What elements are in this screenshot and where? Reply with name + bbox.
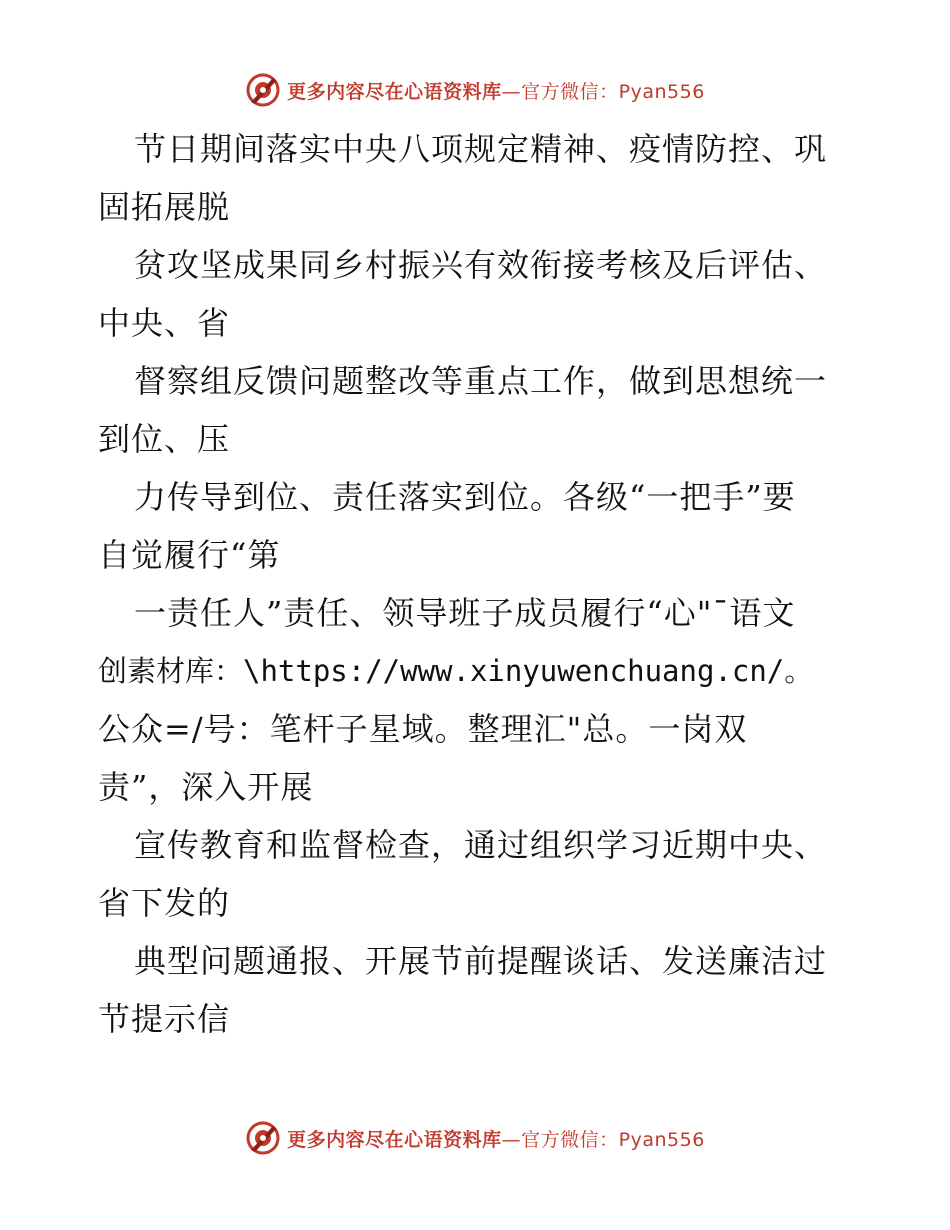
text-line: 公众=/号：笔杆子星域。整理汇"总。一岗双	[98, 710, 748, 748]
document-body	[98, 120, 856, 1048]
text-line-url: 创素材库：\https://www.xinyuwenchuang.cn/。	[98, 654, 814, 688]
text-line: 省下发的	[98, 884, 231, 922]
header-brand: 更多内容尽在心语资料库	[287, 80, 502, 103]
text-line: 中央、省	[98, 304, 231, 342]
text-line: 典型问题通报、开展节前提醒谈话、发送廉洁过	[134, 942, 828, 980]
header-wechat: 官方微信：Pyan556	[521, 80, 705, 103]
text-line: 贫攻坚成果同乡村振兴有效衔接考核及后评估、	[134, 246, 828, 284]
text-line: 自觉履行“第	[98, 536, 281, 574]
text-line: 力传导到位、责任落实到位。各级“一把手”要	[134, 478, 796, 516]
text-line: 宣传教育和监督检查，通过组织学习近期中央、	[134, 826, 828, 864]
text-line: 督察组反馈问题整改等重点工作，做到思想统一	[134, 362, 828, 400]
text-line: 节提示信	[98, 1000, 231, 1038]
header-text	[287, 77, 705, 104]
header-separator: —	[501, 80, 522, 103]
quill-circle-logo-icon	[245, 1120, 281, 1156]
text-line: 责”，深入开展	[98, 768, 314, 806]
text-line: 到位、压	[98, 420, 231, 458]
footer-brand: 更多内容尽在心语资料库	[287, 1128, 502, 1151]
footer-text	[287, 1125, 705, 1152]
text-line: 固拓展脱	[98, 188, 231, 226]
quill-circle-logo-icon	[245, 72, 281, 108]
text-line: 一责任人”责任、领导班子成员履行“心"¯语文	[134, 594, 796, 632]
text-line: 节日期间落实中央八项规定精神、疫情防控、巩	[134, 130, 828, 168]
footer-wechat: 官方微信：Pyan556	[521, 1128, 705, 1151]
footer-banner	[0, 1118, 950, 1158]
header-banner	[0, 70, 950, 110]
footer-separator: —	[501, 1128, 522, 1151]
